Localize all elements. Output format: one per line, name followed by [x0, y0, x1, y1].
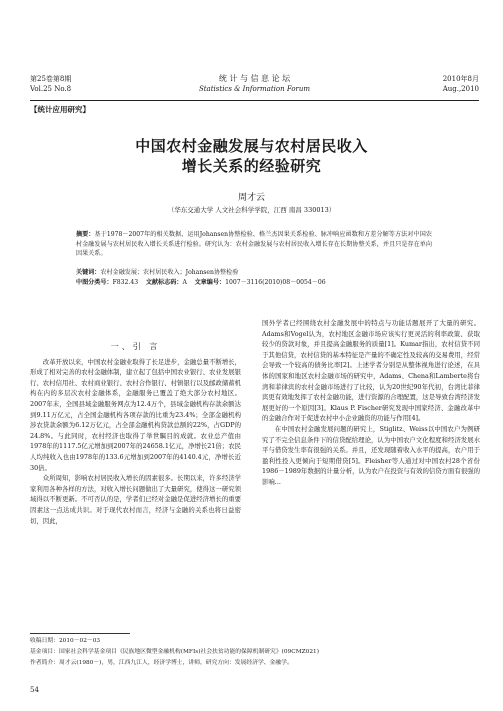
footnote-received: 收稿日期：2010－02－03	[30, 638, 101, 644]
abstract-label: 摘要：	[76, 231, 95, 238]
page-number: 54	[30, 686, 39, 694]
literature-paragraph-2: 在中国农村金融发展问题的研究上，Stiglitz、Weiss以中国农户为例研究了不完全信息条件下的信贷配给理论，认为中国农户文化程度和经济发展水平与借贷发生率有很强的关系。并且，还发现随着收入水平的提高，农户用于盈利性投入更倾向于短期借贷[5]。Fleisher等人通过对中国农村28个省份1986－1989年数据的计量分析，认为农户在投资与有效的信贷方面有很强的影响...	[262, 424, 480, 486]
date-en: Aug.,2010	[442, 85, 479, 93]
title-line-1: 中国农村金融发展与农村居民收入	[135, 137, 368, 155]
doc-code-label: 文献标志码：	[145, 279, 183, 286]
left-column	[30, 336, 241, 526]
clc-label: 中图分类号：	[76, 279, 113, 286]
journal-name	[30, 74, 479, 94]
right-column	[262, 318, 480, 488]
section-heading-intro: 一、引 言	[110, 342, 161, 351]
running-header	[30, 74, 479, 100]
title-line-2: 增长关系的经验研究	[181, 157, 322, 175]
keywords-text: 农村金融发展；农村居民收入；Johansen协整检验	[100, 269, 239, 276]
issue-cn: 第25卷第8期	[30, 75, 72, 83]
footnote-fund: 基金项目：国家社会科学基金项目《民族地区微型金融机构(MFIs)社会扶贫功能的保障机制研究》(09CMZ021)	[30, 649, 319, 655]
intro-paragraph-2: 众所周知，影响农村居民收入增长的因素很多。长期以来，许多经济学家利用各种各样的方法，对收入增长问题做出了大量研究，使得这一研究领域得以不断更新。不可否认的是，学者们已经对金融是促进经济增长的重要因素这一点达成共识。对于现代农村而言，经济与金融的关系也将日益密切，因此，	[30, 474, 241, 525]
footnote-bio: 作者简介：周才云(1980－)，男，江西九江人，经济学博士，讲师，研究方向：发展经济学、金融学。	[30, 660, 293, 666]
header-rule	[30, 100, 479, 101]
doc-code: A	[182, 279, 187, 286]
clc-code: F832.43	[112, 279, 139, 286]
article-no: 1007－3116(2010)08－0054－06	[225, 279, 326, 286]
keywords-label: 关键词：	[76, 269, 101, 276]
journal-cn: 统 计 与 信 息 论 坛	[218, 74, 291, 83]
date-cn: 2010年8月	[442, 75, 479, 83]
keywords	[76, 268, 238, 277]
abstract	[76, 230, 432, 259]
issue-date	[443, 74, 479, 94]
author: 周才云	[237, 193, 265, 203]
journal-en: Statistics & Information Forum	[198, 85, 311, 93]
intro-paragraph-1: 改革开放以来，中国农村金融业取得了长足进步，金融总量不断增长，形成了相对完善的农村金融体制，建立起了包括中国农业银行、农业发展银行、农村信用社、农村商业银行、农村合作银行、村镇银行以及邮政储蓄机构在内的多层次农村金融体系，金融服务已覆盖了绝大部分农村地区。2007年末，全国县域金融服务网点为12.4万个，县域金融机构存款余额达到9.11万亿元，占全国金融机构各项存款的比重为23.4%；全部金融机构涉农贷款余额为6.12万亿元，占全部金融机构贷款总额的22%，占GDP的24.8%。与此同时，农村经济也取得了举世瞩目的成就。农业总产值由1978年的1117.5亿元增加到2007年的24658.1亿元，净增长21倍；农民人均纯收入也由1978年的133.6元增加到2007年的4140.4元，净增长近30倍。	[30, 357, 241, 472]
literature-paragraph-1: 国外学者已经围绕农村金融发展中的特点与功能话题展开了大量的研究。Adams和Vogel认为，农村地区金融市场应该实行更灵活的利率政策、获取较少的贷款对象，并且提高金融服务的质量[1]。Kumar指出，农村信贷不同于其他信贷，农村信贷的基本特征是产量的不确定性及较高的交易费用，经常会导致一个较高的债务比率[2]。上述学者分别是从整体视角进行论述，在具体的国家和地区农村金融市场的研究中，Adams、Chena和Lamberte将台湾和菲律宾的农村金融市场进行了比较，认为20世纪90年代初，台湾比菲律宾更有效地发挥了农村金融功能，进行资源的合理配置，这是导致台湾经济发展更好的一个原因[3]。Klaus P. Fischer研究发现中国家经济、金融改革中的金融合作对于促进农村中小企业融资的功能与作用[4]。	[262, 319, 480, 423]
article-no-label: 文章编号：	[194, 279, 226, 286]
classification-line	[76, 278, 326, 287]
issue-en: Vol.25 No.8	[30, 85, 72, 93]
abstract-text: 基于1978－2007年的相关数据，运用Johansen协整检验、格兰杰因果关系检验、脉冲响应函数和方差分解等方法对中国农村金融发展与农村居民收入增长关系进行检验。研究认为：农村金融发展与农村居民收入增长存在长期协整关系，并且只是存在单向因果关系。	[76, 231, 432, 258]
affiliation: （华东交通大学 人文社会科学学院，江西 南昌 330013）	[167, 206, 336, 214]
section-tag: 【统计应用研究】	[30, 105, 90, 114]
footnote-rule	[30, 633, 130, 634]
